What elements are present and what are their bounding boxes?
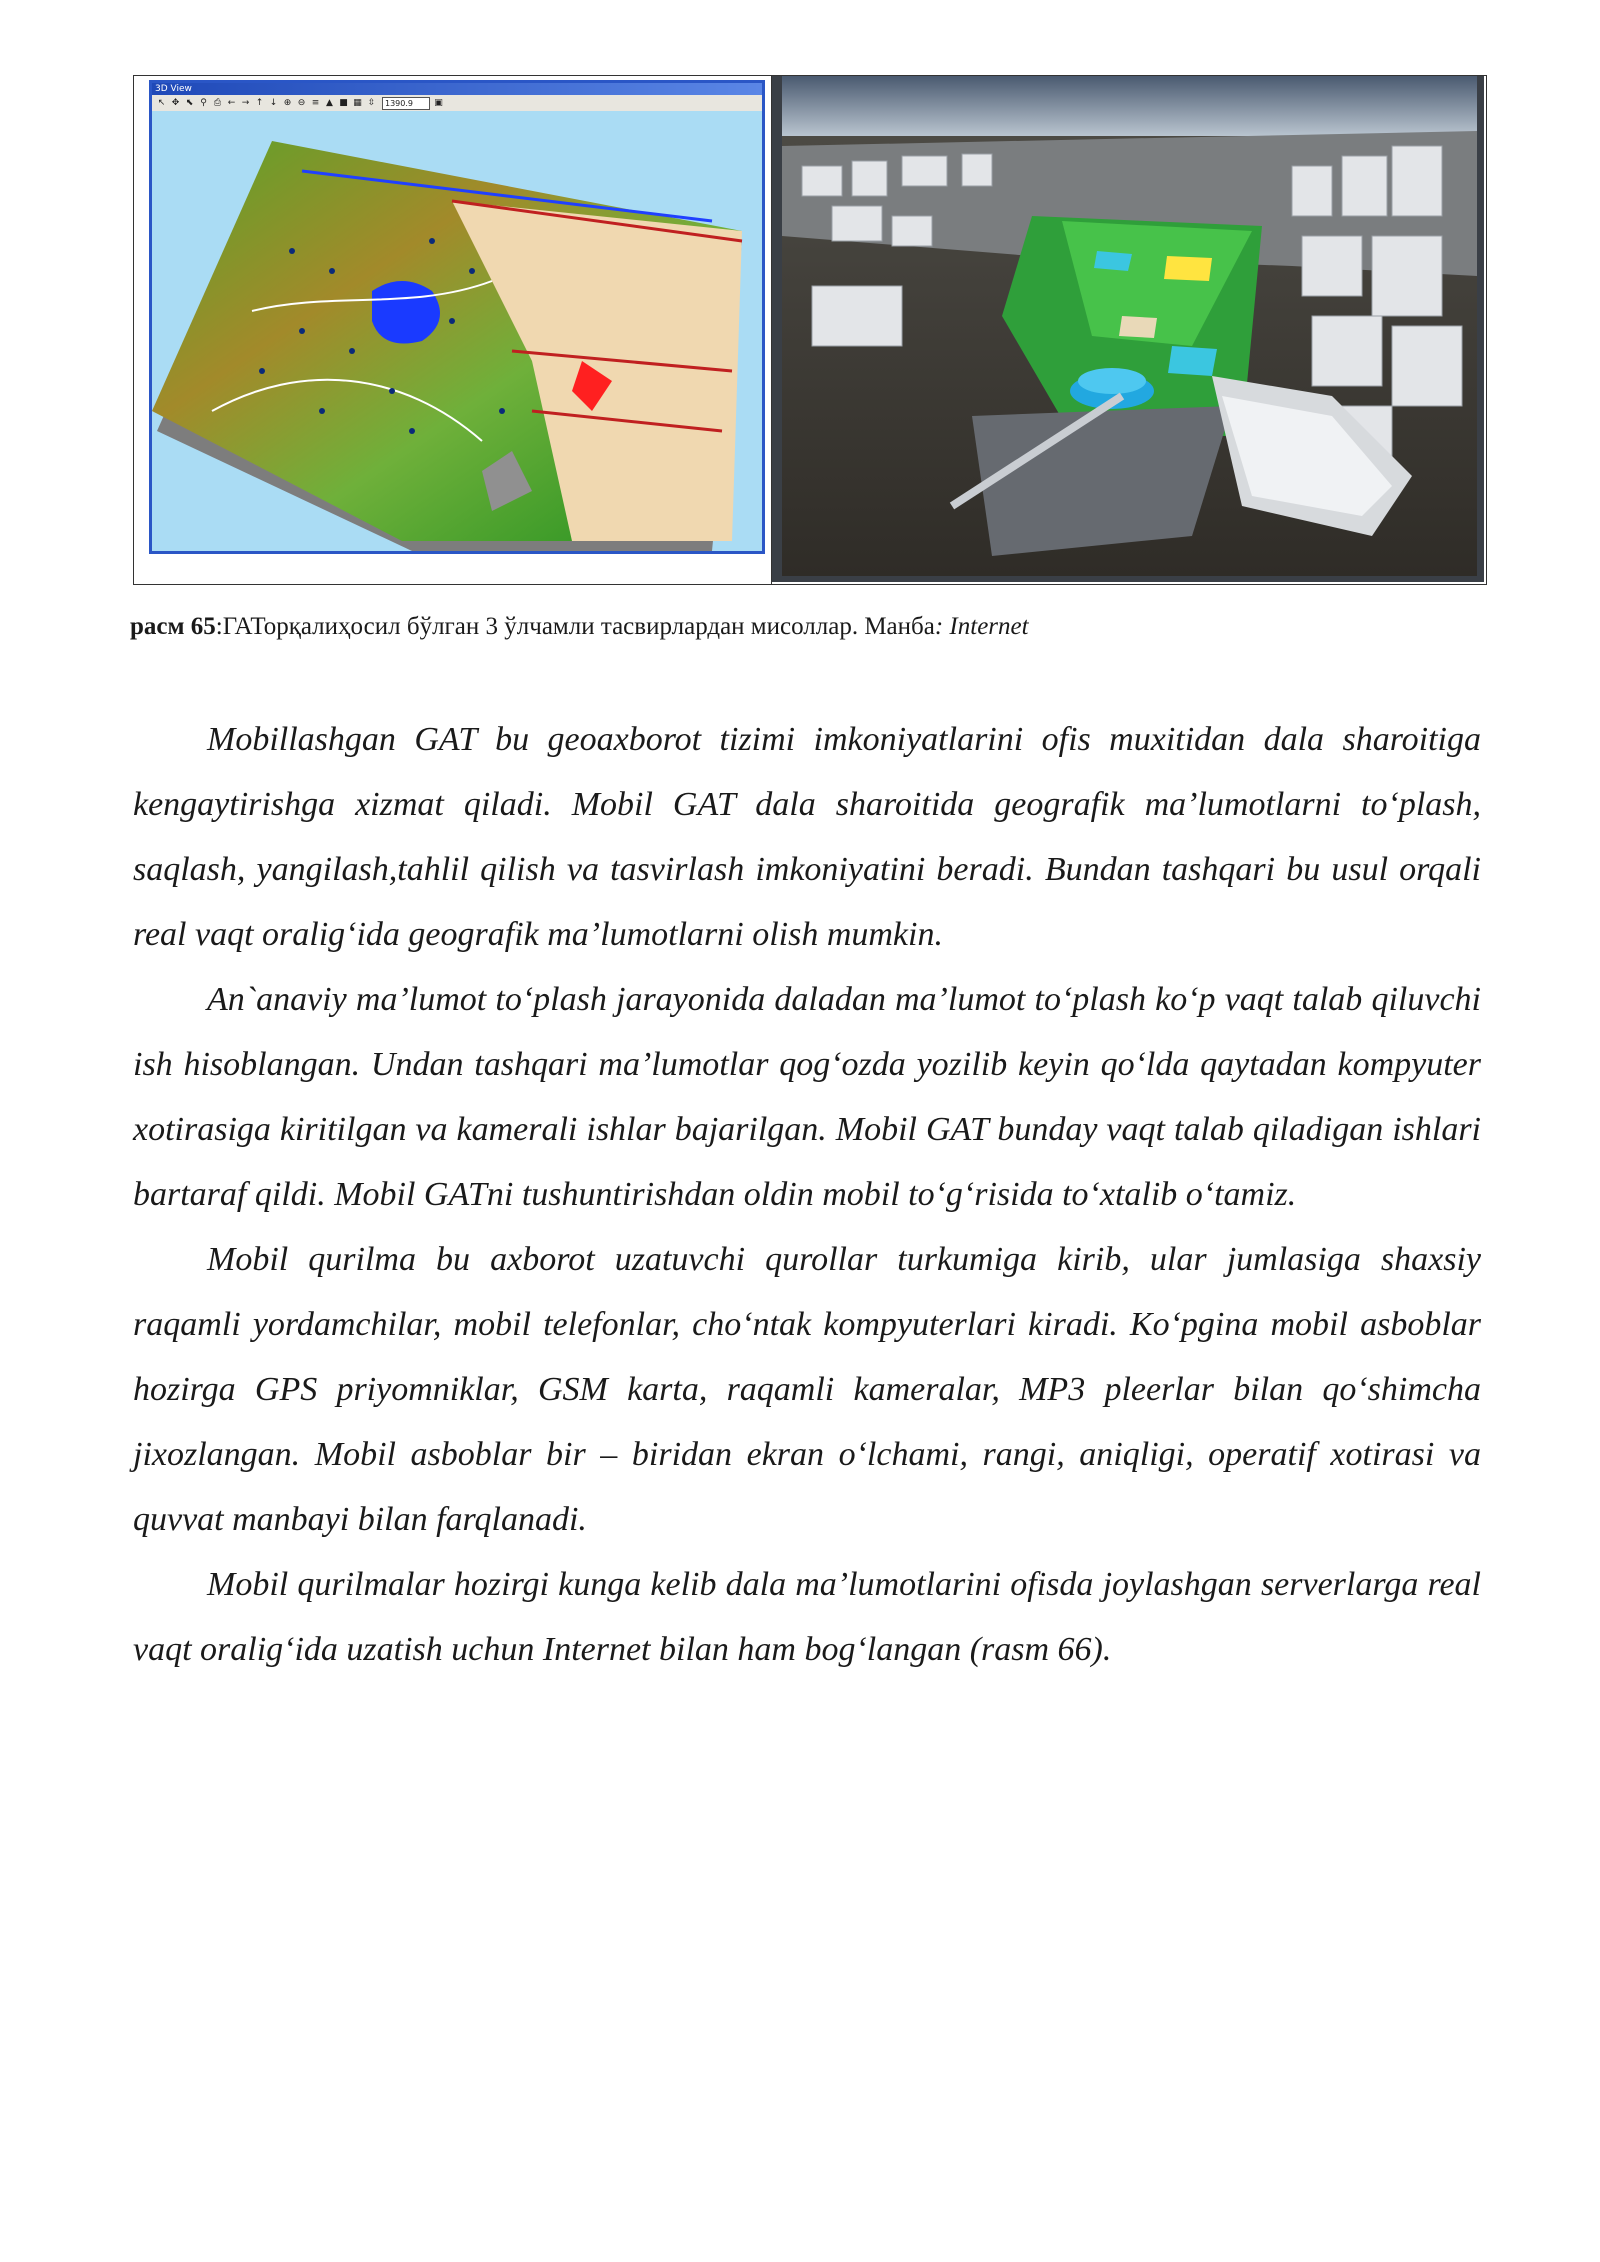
city-3d-model-image — [772, 76, 1484, 582]
gis-3d-view-screenshot — [149, 80, 765, 554]
paragraph-3: Mobil qurilma bu axborot uzatuvchi qurollar turkumiga kirib, ular jumlasiga shaxsiy raqamli yordamchilar, mobil telefonlar, cho‘ntak kompyuterlari kiradi. Ko‘pgina mobil asboblar hozirga GPS priyomniklar, GSM karta, raqamli kameralar, MP3 pleerlar bilan qo‘shimcha jixozlangan. Mobil asboblar bir – biridan ekran o‘lchami, rangi, aniqligi, operatif xotirasi va quvvat manbayi bilan farqlanadi. — [133, 1241, 1481, 1538]
pan-icon: ✥ — [171, 97, 180, 108]
caption-text: :ГАТорқалиҳосил бўлган 3 ўлчамли тасвирлардан мисоллар. Манба — [215, 613, 935, 640]
arrow-up-icon: ↑ — [255, 97, 264, 108]
body-text — [133, 707, 1481, 1682]
caption-source: : Internet — [934, 613, 1029, 640]
paragraph-1: Mobillashgan GAT bu geoaxborot tizimi imkoniyatlarini ofis muxitidan dala sharoitiga kengaytirishga xizmat qiladi. Mobil GAT dala sharoitida geografik ma’lumotlarni to‘plash, saqlash, yangilash,tahlil qilish va tasvirlash imkoniyatini beradi. Bundan tashqari bu usul orqali real vaqt oralig‘ida geografik ma’lumotlarni olish mumkin. — [133, 721, 1481, 953]
grid-icon: ▦ — [353, 97, 362, 108]
raise-icon: ▲ — [326, 97, 333, 108]
caption-label: расм 65 — [130, 613, 216, 640]
fill-icon: ■ — [339, 97, 348, 108]
scale-icon: ⇳ — [367, 97, 376, 108]
zoom-value-field: 1390.9 — [382, 97, 430, 110]
select-icon: ⬉ — [185, 97, 194, 108]
arrow-left-icon: ← — [227, 97, 236, 108]
paragraph-2: An`anaviy ma’lumot to‘plash jarayonida daladan ma’lumot to‘plash ko‘p vaqt talab qiluvchi ish hisoblangan. Undan tashqari ma’lumotlar qog‘ozda yozilib keyin qo‘lda qaytadan kompyuter xotirasiga kiritilgan va kamerali ishlar bajarilgan. Mobil GAT bunday vaqt talab qiladigan ishlari bartaraf qildi. Mobil GATni tushuntirishdan oldin mobil to‘g‘risida to‘xtalib o‘tamiz. — [133, 981, 1481, 1213]
figure-cell-terrain — [134, 76, 772, 584]
arrow-right-icon: → — [241, 97, 250, 108]
figure-cell-city-model — [772, 76, 1486, 584]
layers-icon: ≡ — [311, 97, 320, 108]
zoom-out-icon: ⊖ — [297, 97, 306, 108]
binoculars-icon: ⚲ — [200, 97, 207, 108]
terrain-3d-model — [152, 111, 762, 551]
pointer-icon: ↖ — [157, 97, 166, 108]
terrain-canvas — [152, 111, 762, 551]
figure-table — [133, 75, 1487, 585]
gis-toolbar — [152, 95, 762, 112]
save-icon: ▣ — [434, 97, 443, 108]
gis-window-title: 3D View — [152, 83, 762, 95]
figure-caption — [130, 611, 1510, 643]
print-icon: ⎙ — [213, 97, 222, 108]
arrow-down-icon: ↓ — [269, 97, 278, 108]
zoom-in-icon: ⊕ — [283, 97, 292, 108]
paragraph-4: Mobil qurilmalar hozirgi kunga kelib dala ma’lumotlarini ofisda joylashgan serverlarga real vaqt oralig‘ida uzatish uchun Internet bilan ham bog‘langan (rasm 66). — [133, 1566, 1481, 1668]
